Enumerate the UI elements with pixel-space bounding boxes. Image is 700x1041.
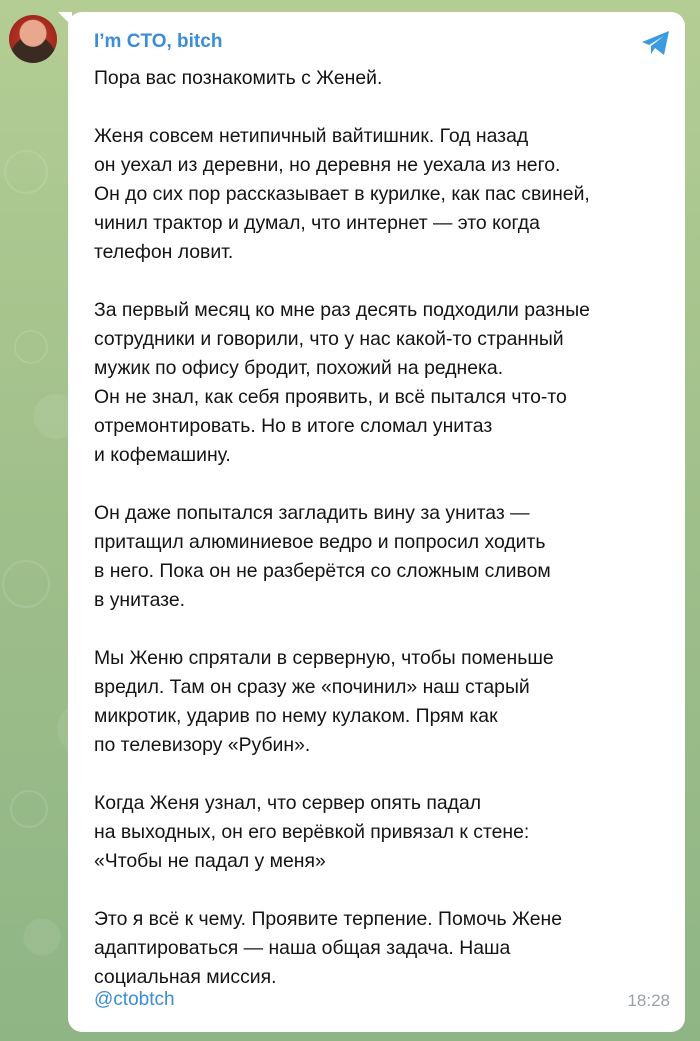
wallpaper-doodle [4, 150, 48, 194]
message-line: на выходных, он его верёвкой привязал к стене: [94, 821, 530, 843]
wallpaper-doodle [10, 790, 48, 828]
message-line: отремонтировать. Но в итоге сломал унитаз [94, 415, 493, 437]
message-text [94, 64, 674, 992]
message-line: чинил трактор и думал, что интернет — это когда [94, 212, 540, 234]
message-line: Мы Женю спрятали в серверную, чтобы поменьше [94, 647, 554, 669]
message-line: социальная миссия. [94, 966, 277, 988]
telegram-plane-icon [640, 29, 672, 57]
message-line: Женя совсем нетипичный вайтишник. Год назад [94, 125, 529, 147]
message-line: «Чтобы не падал у меня» [94, 850, 326, 872]
message-time: 18:28 [627, 991, 670, 1010]
message-line: Он до сих пор рассказывает в курилке, как пас свиней, [94, 183, 590, 205]
message-line: вредил. Там он сразу же «починил» наш старый [94, 676, 530, 698]
message-paragraph [94, 789, 674, 876]
message-paragraph [94, 905, 674, 992]
message-line: Пора вас познакомить с Женей. [94, 67, 383, 89]
message-line: притащил алюминиевое ведро и попросил ходить [94, 531, 546, 553]
message-line: Это я всё к чему. Проявите терпение. Помочь Жене [94, 908, 562, 930]
message-paragraph [94, 499, 674, 615]
message-line: в него. Пока он не разберётся со сложным сливом [94, 560, 551, 582]
message-line: микротик, ударив по нему кулаком. Прям как [94, 705, 498, 727]
message-line: Он не знал, как себя проявить, и всё пытался что-то [94, 386, 567, 408]
message-line: За первый месяц ко мне раз десять подходили разные [94, 299, 590, 321]
message-line: он уехал из деревни, но деревня не уехала из него. [94, 154, 561, 176]
message-paragraph [94, 64, 674, 93]
message-line: в унитазе. [94, 589, 185, 611]
channel-avatar[interactable] [9, 15, 57, 63]
message-bubble [68, 12, 685, 1032]
message-line: Он даже попытался загладить вину за унитаз — [94, 502, 530, 524]
message-line: Когда Женя узнал, что сервер опять падал [94, 792, 482, 814]
message-paragraph [94, 296, 674, 470]
message-line: по телевизору «Рубин». [94, 734, 311, 756]
message-line: адаптироваться — наша общая задача. Наша [94, 937, 511, 959]
message-line: и кофемашину. [94, 444, 231, 466]
message-line: телефон ловит. [94, 241, 234, 263]
signature-link[interactable]: @ctobtch [94, 989, 175, 1010]
wallpaper-doodle [2, 560, 50, 608]
message-paragraph [94, 644, 674, 760]
wallpaper-doodle [14, 330, 48, 364]
share-button[interactable] [639, 28, 673, 58]
message-paragraph [94, 122, 674, 267]
channel-name[interactable]: I’m CTO, bitch [94, 31, 223, 52]
message-line: мужик по офису бродит, похожий на реднека. [94, 357, 504, 379]
message-line: сотрудники и говорили, что у нас какой-то странный [94, 328, 564, 350]
